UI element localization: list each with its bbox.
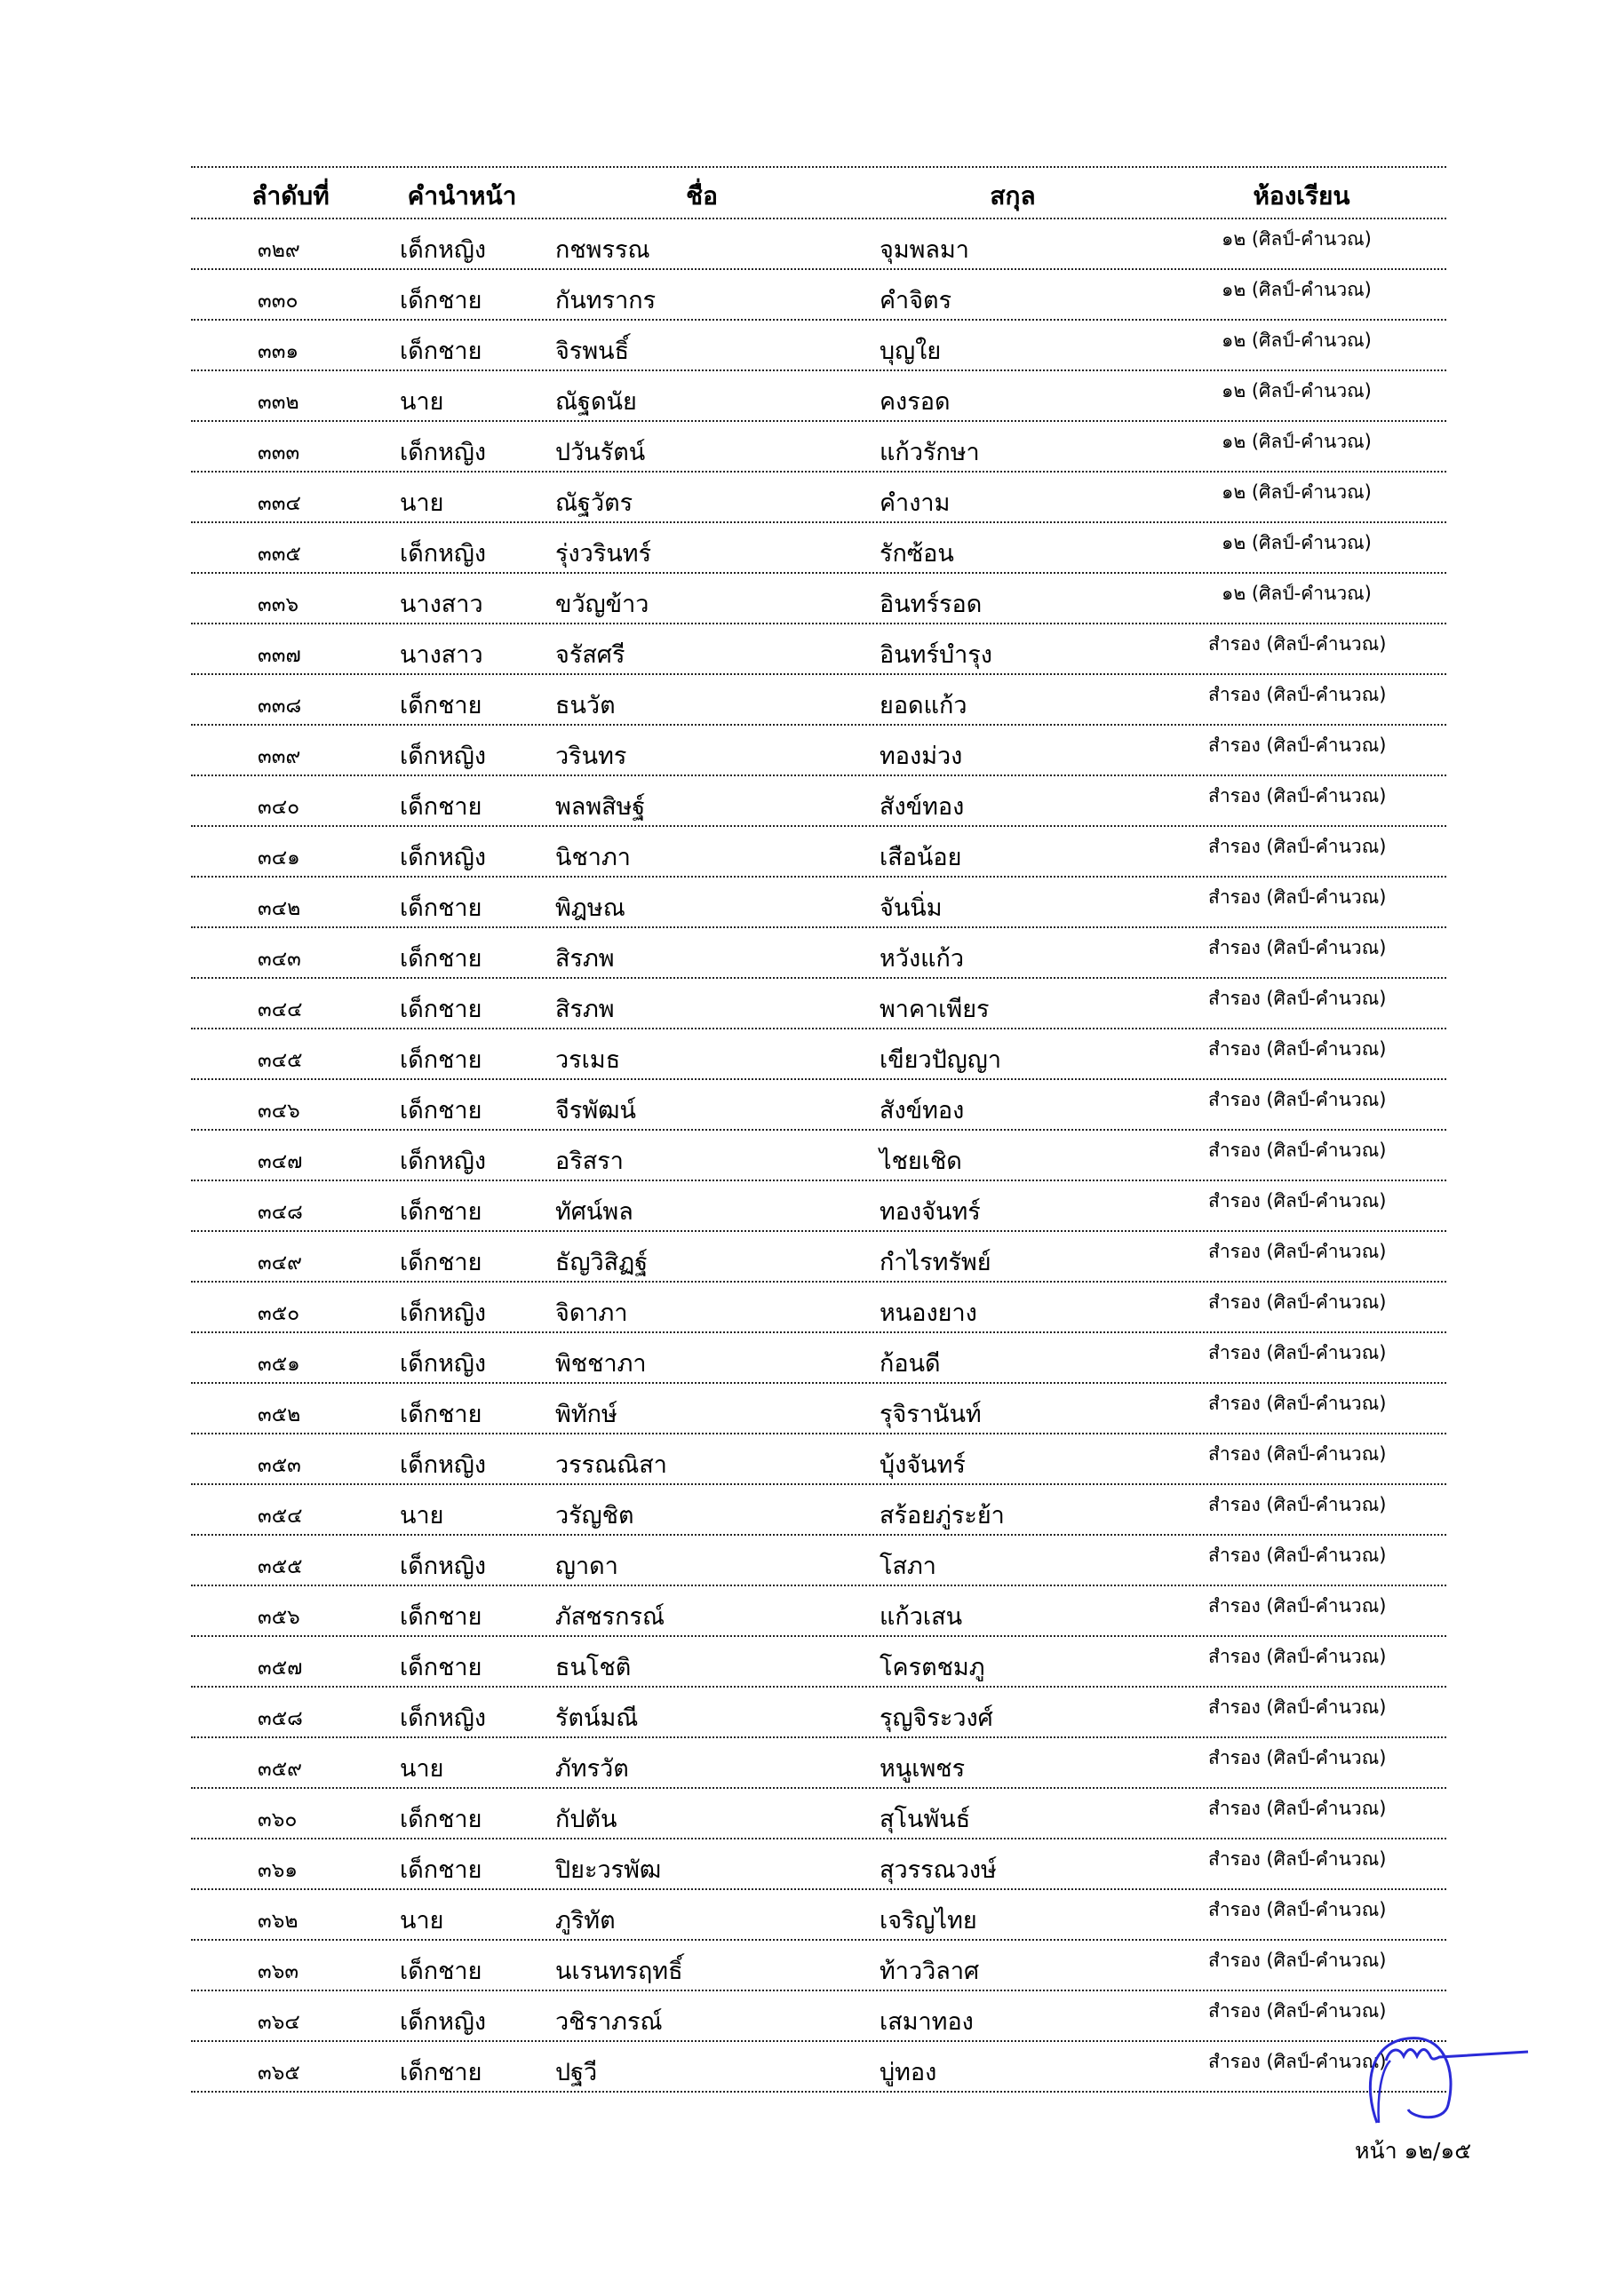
row-first-name: สิรภพ: [555, 945, 615, 973]
row-first-name: ปิยะวรพัฒ: [555, 1856, 662, 1884]
row-first-name: ธนวัต: [555, 692, 616, 719]
row-first-name: กันทรากร: [555, 287, 657, 314]
row-last-name: รุญจิระวงศ์: [880, 1704, 993, 1732]
row-no: ๓๓๗: [258, 644, 301, 667]
table-row: [191, 371, 1446, 422]
row-last-name: บู่ทอง: [880, 2059, 937, 2086]
row-first-name: สิรภพ: [555, 996, 615, 1023]
row-room: สำรอง (ศิลป์-คำนวณ): [1208, 1393, 1387, 1414]
header-first-name: ชื่อ: [686, 181, 718, 211]
row-no: ๓๕๑: [258, 1353, 300, 1376]
row-room: ๑๒ (ศิลป์-คำนวณ): [1222, 380, 1372, 401]
row-first-name: นิชาภา: [555, 844, 631, 871]
row-no: ๓๓๓: [258, 441, 300, 465]
row-no: ๓๓๑: [258, 340, 299, 363]
row-room: สำรอง (ศิลป์-คำนวณ): [1208, 1595, 1387, 1617]
row-room: สำรอง (ศิลป์-คำนวณ): [1208, 2000, 1387, 2022]
row-last-name: ยอดแก้ว: [880, 692, 967, 719]
row-room: ๑๒ (ศิลป์-คำนวณ): [1222, 583, 1372, 604]
table-row: [191, 219, 1446, 270]
row-no: ๓๓๔: [258, 492, 301, 515]
table-row: [191, 1485, 1446, 1536]
row-no: ๓๕๖: [258, 1606, 300, 1629]
row-last-name: สร้อยภู่ระย้า: [880, 1502, 1005, 1529]
row-last-name: คำจิตร: [880, 287, 952, 314]
row-room: สำรอง (ศิลป์-คำนวณ): [1208, 684, 1387, 705]
row-last-name: สังข์ทอง: [880, 793, 965, 821]
row-prefix: เด็กหญิง: [400, 1350, 487, 1378]
row-prefix: เด็กหญิง: [400, 1704, 487, 1732]
row-no: ๓๔๐: [258, 796, 300, 819]
row-last-name: สุวรรณวงษ์: [880, 1856, 997, 1884]
row-prefix: เด็กชาย: [400, 1806, 482, 1833]
row-first-name: ปวันรัตน์: [555, 439, 646, 466]
row-no: ๓๔๕: [258, 1049, 303, 1072]
row-room: สำรอง (ศิลป์-คำนวณ): [1208, 937, 1387, 958]
row-first-name: ณัฐวัตร: [555, 489, 633, 517]
row-prefix: เด็กชาย: [400, 793, 482, 821]
row-last-name: เสือน้อย: [880, 844, 962, 871]
row-last-name: อินทร์รอด: [880, 591, 983, 618]
table-row: [191, 827, 1446, 878]
row-room: สำรอง (ศิลป์-คำนวณ): [1208, 1241, 1387, 1262]
row-first-name: วรเมธ: [555, 1046, 621, 1074]
row-no: ๓๕๐: [258, 1302, 300, 1325]
row-room: สำรอง (ศิลป์-คำนวณ): [1208, 1089, 1387, 1110]
row-prefix: เด็กชาย: [400, 1654, 482, 1681]
row-room: สำรอง (ศิลป์-คำนวณ): [1208, 1899, 1387, 1920]
row-prefix: นางสาว: [400, 641, 483, 669]
row-first-name: ธนโชติ: [555, 1654, 632, 1681]
row-last-name: ไชยเชิด: [880, 1148, 962, 1175]
row-prefix: นาย: [400, 388, 444, 416]
row-no: ๓๖๔: [258, 2011, 300, 2034]
row-last-name: แก้วเสน: [880, 1603, 963, 1631]
table-row: [191, 2042, 1446, 2093]
row-first-name: จีรพัฒน์: [555, 1097, 636, 1124]
row-first-name: วรรณณิสา: [555, 1451, 667, 1479]
row-last-name: ทองม่วง: [880, 743, 963, 770]
table-row: [191, 675, 1446, 726]
row-no: ๓๔๒: [258, 897, 301, 920]
row-first-name: ทัศน์พล: [555, 1198, 633, 1226]
table-row: [191, 928, 1446, 979]
table-row: [191, 523, 1446, 574]
row-room: ๑๒ (ศิลป์-คำนวณ): [1222, 228, 1372, 250]
table-header: [191, 168, 1446, 219]
row-room: สำรอง (ศิลป์-คำนวณ): [1208, 1190, 1387, 1212]
row-last-name: คงรอด: [880, 388, 951, 416]
table-row: [191, 1029, 1446, 1080]
table-row: [191, 1384, 1446, 1434]
row-prefix: เด็กชาย: [400, 1249, 482, 1276]
row-last-name: แก้วรักษา: [880, 439, 980, 466]
row-prefix: เด็กชาย: [400, 1046, 482, 1074]
table-row: [191, 422, 1446, 473]
row-prefix: นางสาว: [400, 591, 483, 618]
row-last-name: เสมาทอง: [880, 2008, 974, 2036]
signature-icon: [1359, 2034, 1537, 2132]
table-row: [191, 726, 1446, 776]
row-prefix: เด็กชาย: [400, 338, 482, 365]
row-first-name: ปฐวี: [555, 2059, 598, 2086]
row-last-name: พาคาเพียร: [880, 996, 990, 1023]
row-last-name: คำงาม: [880, 489, 951, 517]
row-prefix: เด็กหญิง: [400, 844, 487, 871]
table-row: [191, 1839, 1446, 1890]
row-prefix: เด็กหญิง: [400, 1451, 487, 1479]
row-room: สำรอง (ศิลป์-คำนวณ): [1208, 1494, 1387, 1515]
row-last-name: เขียวปัญญา: [880, 1046, 1001, 1074]
row-room: สำรอง (ศิลป์-คำนวณ): [1208, 1140, 1387, 1161]
row-no: ๓๔๙: [258, 1251, 302, 1275]
table-row: [191, 1283, 1446, 1333]
row-last-name: อินทร์บำรุง: [880, 641, 992, 669]
row-prefix: เด็กชาย: [400, 287, 482, 314]
header-room: ห้องเรียน: [1253, 181, 1350, 211]
row-no: ๓๓๖: [258, 593, 299, 616]
row-room: สำรอง (ศิลป์-คำนวณ): [1208, 1545, 1387, 1566]
row-no: ๓๖๕: [258, 2062, 300, 2085]
row-prefix: นาย: [400, 1907, 444, 1935]
row-last-name: ทองจันทร์: [880, 1198, 981, 1226]
row-room: สำรอง (ศิลป์-คำนวณ): [1208, 1848, 1387, 1870]
row-first-name: ภัทรวัต: [555, 1755, 629, 1783]
table-row: [191, 1688, 1446, 1738]
row-prefix: นาย: [400, 1755, 444, 1783]
row-last-name: รุจิรานันท์: [880, 1401, 982, 1428]
row-room: สำรอง (ศิลป์-คำนวณ): [1208, 1038, 1387, 1060]
row-last-name: บุ้งจันทร์: [880, 1451, 966, 1479]
row-last-name: เจริญไทย: [880, 1907, 977, 1935]
row-room: สำรอง (ศิลป์-คำนวณ): [1208, 886, 1387, 908]
table-row: [191, 878, 1446, 928]
row-prefix: นาย: [400, 1502, 444, 1529]
row-last-name: กำไรทรัพย์: [880, 1249, 991, 1276]
row-prefix: เด็กหญิง: [400, 439, 487, 466]
row-first-name: กัปตัน: [555, 1806, 617, 1833]
row-no: ๓๓๐: [258, 290, 299, 313]
row-prefix: เด็กหญิง: [400, 2008, 487, 2036]
row-first-name: วชิราภรณ์: [555, 2008, 663, 2036]
row-room: สำรอง (ศิลป์-คำนวณ): [1208, 836, 1387, 857]
page-number: หน้า ๑๒/๑๕: [1355, 2138, 1472, 2164]
table-row: [191, 1991, 1446, 2042]
row-prefix: เด็กหญิง: [400, 236, 487, 264]
row-first-name: กชพรรณ: [555, 236, 650, 264]
row-first-name: นเรนทรฤทธิ์: [555, 1958, 683, 1985]
row-room: ๑๒ (ศิลป์-คำนวณ): [1222, 330, 1372, 351]
row-room: ๑๒ (ศิลป์-คำนวณ): [1222, 279, 1372, 300]
row-last-name: โสภา: [880, 1553, 936, 1580]
student-list-table: [191, 166, 1446, 2093]
row-prefix: เด็กหญิง: [400, 1299, 487, 1327]
row-room: สำรอง (ศิลป์-คำนวณ): [1208, 1798, 1387, 1819]
row-room: สำรอง (ศิลป์-คำนวณ): [1208, 1747, 1387, 1768]
row-last-name: หนูเพชร: [880, 1755, 966, 1783]
table-row: [191, 473, 1446, 523]
row-prefix: เด็กหญิง: [400, 743, 487, 770]
row-prefix: เด็กหญิง: [400, 1148, 487, 1175]
table-row: [191, 1536, 1446, 1586]
row-prefix: เด็กชาย: [400, 1097, 482, 1124]
row-last-name: จันนิ่ม: [880, 894, 943, 922]
row-room: สำรอง (ศิลป์-คำนวณ): [1208, 1646, 1387, 1667]
row-no: ๓๕๗: [258, 1656, 303, 1680]
table-row: [191, 1080, 1446, 1131]
header-last-name: สกุล: [990, 181, 1036, 211]
row-first-name: พิทักษ์: [555, 1401, 617, 1428]
row-no: ๓๖๑: [258, 1859, 298, 1882]
table-row: [191, 1333, 1446, 1384]
row-last-name: หวังแก้ว: [880, 945, 965, 973]
row-room: สำรอง (ศิลป์-คำนวณ): [1208, 1342, 1387, 1363]
table-row: [191, 1941, 1446, 1991]
table-row: [191, 1738, 1446, 1789]
row-no: ๓๕๓: [258, 1454, 301, 1477]
table-row: [191, 574, 1446, 624]
table-row: [191, 1890, 1446, 1941]
row-no: ๓๔๑: [258, 846, 300, 870]
row-first-name: ธัญวิสิฏฐ์: [555, 1249, 649, 1276]
row-room: สำรอง (ศิลป์-คำนวณ): [1208, 2051, 1387, 2072]
row-no: ๓๓๕: [258, 543, 301, 566]
row-prefix: เด็กหญิง: [400, 1553, 487, 1580]
table-row: [191, 1131, 1446, 1181]
row-first-name: รัตน์มณี: [555, 1704, 639, 1732]
row-no: ๓๔๗: [258, 1150, 303, 1173]
table-row: [191, 1789, 1446, 1839]
row-no: ๓๕๘: [258, 1707, 303, 1730]
row-no: ๓๖๓: [258, 1960, 299, 1983]
row-no: ๓๕๔: [258, 1505, 303, 1528]
row-last-name: หนองยาง: [880, 1299, 977, 1327]
row-room: สำรอง (ศิลป์-คำนวณ): [1208, 1696, 1387, 1718]
header-prefix: คำนำหน้า: [407, 181, 517, 211]
row-no: ๓๖๐: [258, 1808, 298, 1831]
row-first-name: พิชชาภา: [555, 1350, 647, 1378]
row-first-name: วรัญชิต: [555, 1502, 634, 1529]
row-last-name: ก้อนดี: [880, 1350, 941, 1378]
row-room: สำรอง (ศิลป์-คำนวณ): [1208, 1443, 1387, 1465]
row-no: ๓๖๒: [258, 1910, 299, 1933]
row-no: ๓๕๕: [258, 1555, 303, 1578]
row-room: สำรอง (ศิลป์-คำนวณ): [1208, 735, 1387, 756]
row-last-name: โครตชมภู: [880, 1654, 985, 1681]
row-first-name: ภัสชรกรณ์: [555, 1603, 665, 1631]
row-no: ๓๔๘: [258, 1201, 303, 1224]
row-first-name: ณัฐดนัย: [555, 388, 637, 416]
row-last-name: บุญใย: [880, 338, 942, 365]
row-last-name: สังข์ทอง: [880, 1097, 965, 1124]
row-first-name: พลพสิษฐ์: [555, 793, 646, 821]
row-first-name: อริสรา: [555, 1148, 624, 1175]
row-room: ๑๒ (ศิลป์-คำนวณ): [1222, 431, 1372, 452]
row-last-name: รักซ้อน: [880, 540, 954, 568]
table-row: [191, 776, 1446, 827]
row-first-name: วรินทร: [555, 743, 627, 770]
table-row: [191, 1232, 1446, 1283]
row-prefix: เด็กชาย: [400, 1401, 482, 1428]
row-first-name: พิฎษณ: [555, 894, 625, 922]
row-prefix: เด็กหญิง: [400, 540, 487, 568]
row-room: ๑๒ (ศิลป์-คำนวณ): [1222, 532, 1372, 553]
row-first-name: ญาดา: [555, 1553, 618, 1580]
row-no: ๓๕๒: [258, 1403, 301, 1426]
table-row: [191, 1434, 1446, 1485]
table-row: [191, 1181, 1446, 1232]
row-no: ๓๔๔: [258, 998, 303, 1021]
row-no: ๓๒๙: [258, 239, 300, 262]
row-first-name: รุ่งวรินทร์: [555, 540, 652, 568]
row-last-name: ท้าววิลาศ: [880, 1958, 980, 1985]
row-first-name: จรัสศรี: [555, 641, 625, 669]
row-no: ๓๕๙: [258, 1758, 302, 1781]
row-prefix: เด็กชาย: [400, 1856, 482, 1884]
row-prefix: นาย: [400, 489, 444, 517]
row-prefix: เด็กชาย: [400, 2059, 482, 2086]
row-no: ๓๓๙: [258, 745, 301, 768]
table-row: [191, 270, 1446, 321]
row-no: ๓๔๖: [258, 1100, 300, 1123]
row-room: สำรอง (ศิลป์-คำนวณ): [1208, 1950, 1387, 1971]
row-room: ๑๒ (ศิลป์-คำนวณ): [1222, 481, 1372, 503]
row-first-name: ภูริทัต: [555, 1907, 616, 1935]
row-first-name: จิดาภา: [555, 1299, 628, 1327]
row-room: สำรอง (ศิลป์-คำนวณ): [1208, 1291, 1387, 1313]
row-prefix: เด็กชาย: [400, 945, 482, 973]
row-prefix: เด็กชาย: [400, 1603, 482, 1631]
row-prefix: เด็กชาย: [400, 1198, 482, 1226]
row-prefix: เด็กชาย: [400, 1958, 482, 1985]
table-body: [191, 219, 1446, 2093]
row-prefix: เด็กชาย: [400, 894, 482, 922]
table-row: [191, 321, 1446, 371]
row-last-name: จุมพลมา: [880, 236, 969, 264]
table-row: [191, 624, 1446, 675]
row-prefix: เด็กชาย: [400, 692, 482, 719]
row-last-name: สุโนพันธ์: [880, 1806, 971, 1833]
table-row: [191, 979, 1446, 1029]
row-first-name: จิรพนธิ์: [555, 338, 630, 365]
row-room: สำรอง (ศิลป์-คำนวณ): [1208, 988, 1387, 1009]
row-no: ๓๔๓: [258, 948, 301, 971]
row-room: สำรอง (ศิลป์-คำนวณ): [1208, 633, 1387, 655]
header-no: ลำดับที่: [251, 181, 330, 211]
table-row: [191, 1637, 1446, 1688]
row-no: ๓๓๘: [258, 695, 302, 718]
table-row: [191, 1586, 1446, 1637]
row-first-name: ขวัญข้าว: [555, 591, 649, 618]
row-prefix: เด็กชาย: [400, 996, 482, 1023]
row-room: สำรอง (ศิลป์-คำนวณ): [1208, 785, 1387, 806]
row-no: ๓๓๒: [258, 391, 299, 414]
